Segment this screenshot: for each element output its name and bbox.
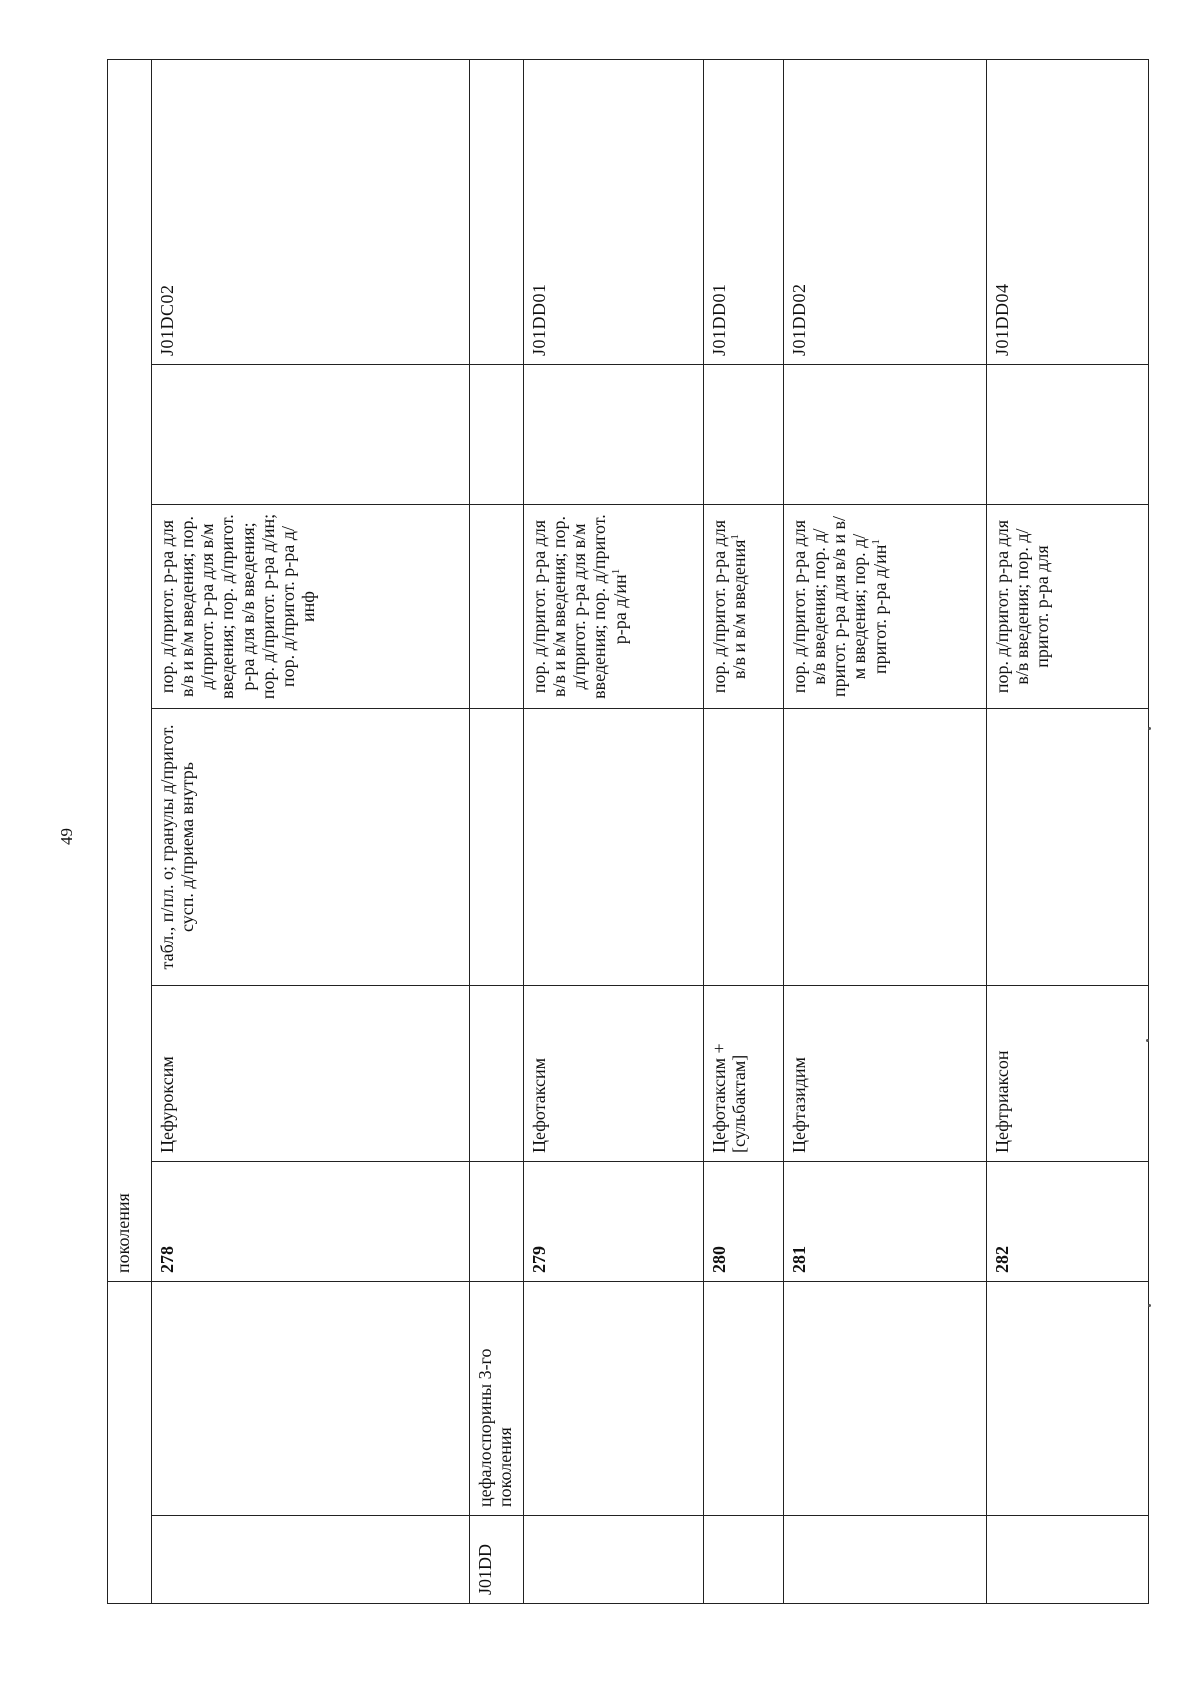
table-row [987,60,1149,1604]
dosage-form-cell [987,709,1149,986]
drug-name-cell: Цефуроксим [152,986,470,1162]
code-cell [108,1282,152,1604]
dosage-form-cell-2 [470,505,524,709]
blank-cell [524,365,704,505]
dosage-form-cell [470,709,524,986]
blank-cell [987,365,1149,505]
atc-code-cell: J01DD02 [784,60,987,365]
dosage-form-cell [704,709,784,986]
atc-code-cell: J01DD01 [704,60,784,365]
drug-name-cell: Цефотаксим + [сульбактам] [704,986,784,1162]
number-cell: 280 [704,1162,784,1282]
blank-cell [152,365,470,505]
drug-table [107,59,1149,1604]
dosage-form-cell-2 [524,505,704,709]
blank-cell [470,365,524,505]
dosage-text: пор. д/пригот. р-ра для в/в и в/м введения; пор. д/пригот. р-ра для в/м введения; пор. д/пригот. р-ра д/ин [529,514,630,699]
code-cell [152,1516,470,1604]
group-cell [704,1282,784,1516]
code-cell [784,1516,987,1604]
rotated-table-wrapper [107,60,1148,1604]
footnote-marker: 1 [609,568,622,575]
dosage-text: пор. д/пригот. р-ра для в/в и в/м введения [709,519,750,694]
dosage-form-cell-2 [704,505,784,709]
footnote-marker: 1 [729,534,742,540]
number-cell: 278 [152,1162,470,1282]
dosage-form-cell-2: пор. д/пригот. р-ра для в/в и в/м введения; пор. д/пригот. р-ра для в/м введения; пор. д/пригот. р-ра для в/в введения; пор. д/пригот. р-ра д/ин; пор. д/пригот. р-ра д/инф [152,505,470,709]
dosage-form-cell-2: пор. д/пригот. р-ра для в/в введения; пор. д/пригот. р-ра для [987,505,1149,709]
number-cell: 281 [784,1162,987,1282]
group-cell: поколения [108,60,152,1282]
footnote-marker: 1 [869,539,882,545]
group-cell [152,1282,470,1516]
blank-cell [704,365,784,505]
code-cell [704,1516,784,1604]
dosage-text: пор. д/пригот. р-ра для в/в введения; пор. д/пригот. р-ра для в/в и в/м введения; пор. д/пригот. р-ра д/ин [789,516,890,698]
atc-code-cell [470,60,524,365]
atc-code-cell: J01DD01 [524,60,704,365]
dosage-form-cell [784,709,987,986]
scan-speck [1148,727,1151,730]
scan-speck [1146,1039,1149,1042]
number-cell [470,1162,524,1282]
number-cell: 279 [524,1162,704,1282]
dosage-form-cell [524,709,704,986]
drug-name-cell: Цефотаксим [524,986,704,1162]
atc-code-cell: J01DD04 [987,60,1149,365]
table-row [524,60,704,1604]
table-stage [107,60,1148,1604]
code-cell: J01DD [470,1516,524,1604]
page-number: 49 [57,828,76,845]
table-row [108,60,152,1604]
dosage-form-cell: табл., п/пл. о; гранулы д/пригот. сусп. д/приема внутрь [152,709,470,986]
table-row [470,60,524,1604]
drug-name-cell: Цефтриаксон [987,986,1149,1162]
atc-code-cell: J01DC02 [152,60,470,365]
scan-speck [1148,1304,1151,1307]
table-row [784,60,987,1604]
drug-name-cell: Цефтазидим [784,986,987,1162]
number-cell: 282 [987,1162,1149,1282]
table-row [152,60,470,1604]
group-cell: цефалоспорины 3-го поколения [470,1282,524,1516]
dosage-form-cell-2 [784,505,987,709]
blank-cell [784,365,987,505]
group-cell [784,1282,987,1516]
code-cell [987,1516,1149,1604]
group-cell [524,1282,704,1516]
table-row [704,60,784,1604]
group-cell [987,1282,1149,1516]
drug-name-cell [470,986,524,1162]
code-cell [524,1516,704,1604]
